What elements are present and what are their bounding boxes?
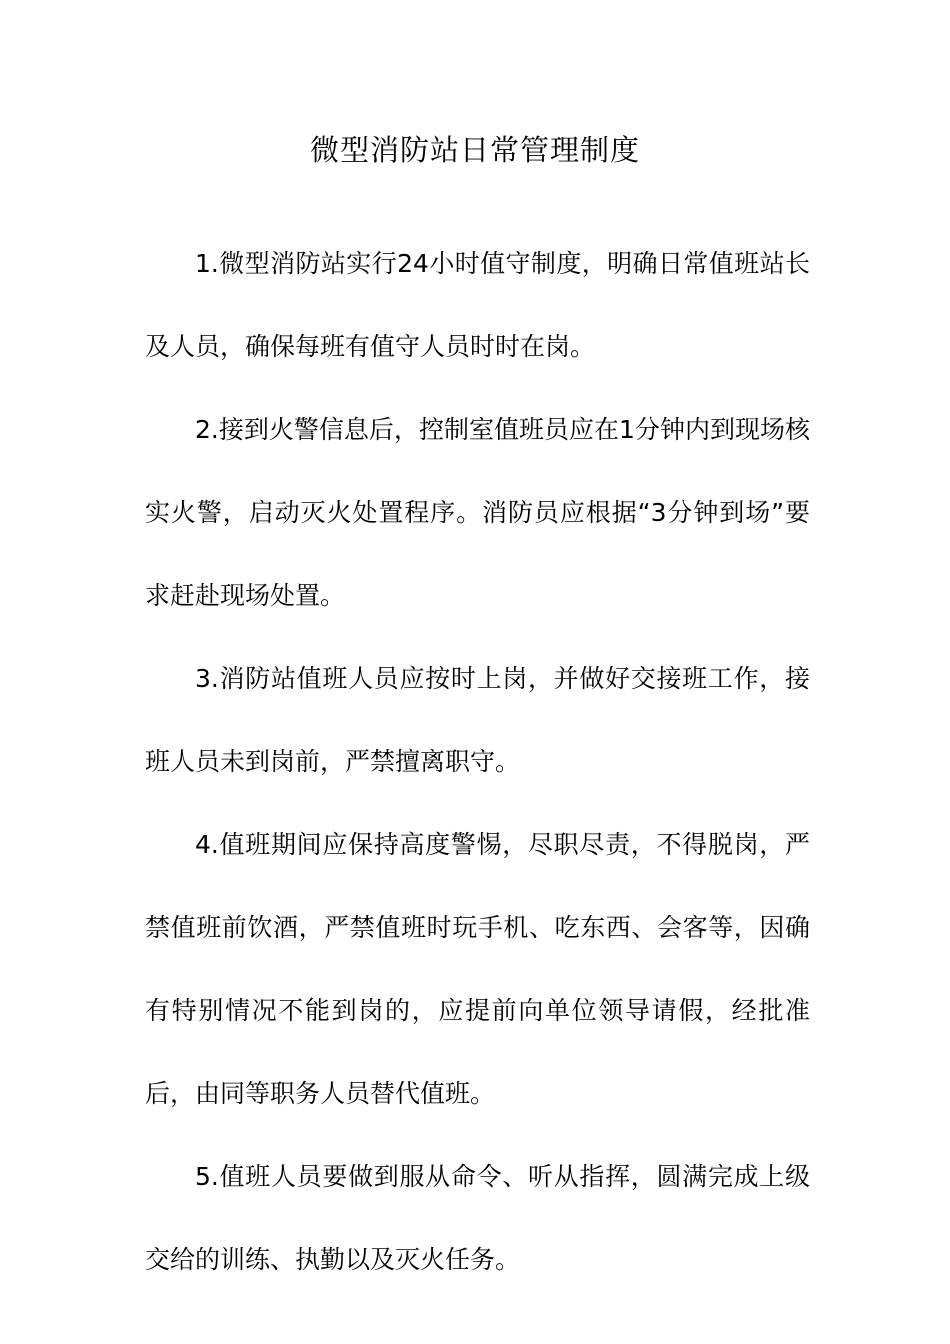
document-body <box>145 222 810 1301</box>
paragraph-5: 5.值班人员要做到服从命令、听从指挥，圆满完成上级交给的训练、执勤以及灭火任务。 <box>145 1162 810 1274</box>
paragraph-1: 1.微型消防站实行24小时值守制度，明确日常值班站长及人员，确保每班有值守人员时时在岗。 <box>145 249 810 361</box>
document-title: 微型消防站日常管理制度 <box>309 133 640 167</box>
paragraph-3: 3.消防站值班人员应按时上岗，并做好交接班工作，接班人员未到岗前，严禁擅离职守。 <box>145 664 810 776</box>
paragraph-4: 4.值班期间应保持高度警惕，尽职尽责，不得脱岗，严禁值班前饮酒，严禁值班时玩手机、吃东西、会客等，因确有特别情况不能到岗的，应提前向单位领导请假，经批准后，由同等职务人员替代值班。 <box>145 830 810 1108</box>
paragraph-2: 2.接到火警信息后，控制室值班员应在1分钟内到现场核实火警，启动灭火处置程序。消防员应根据“3分钟到场”要求赶赴现场处置。 <box>145 415 810 610</box>
